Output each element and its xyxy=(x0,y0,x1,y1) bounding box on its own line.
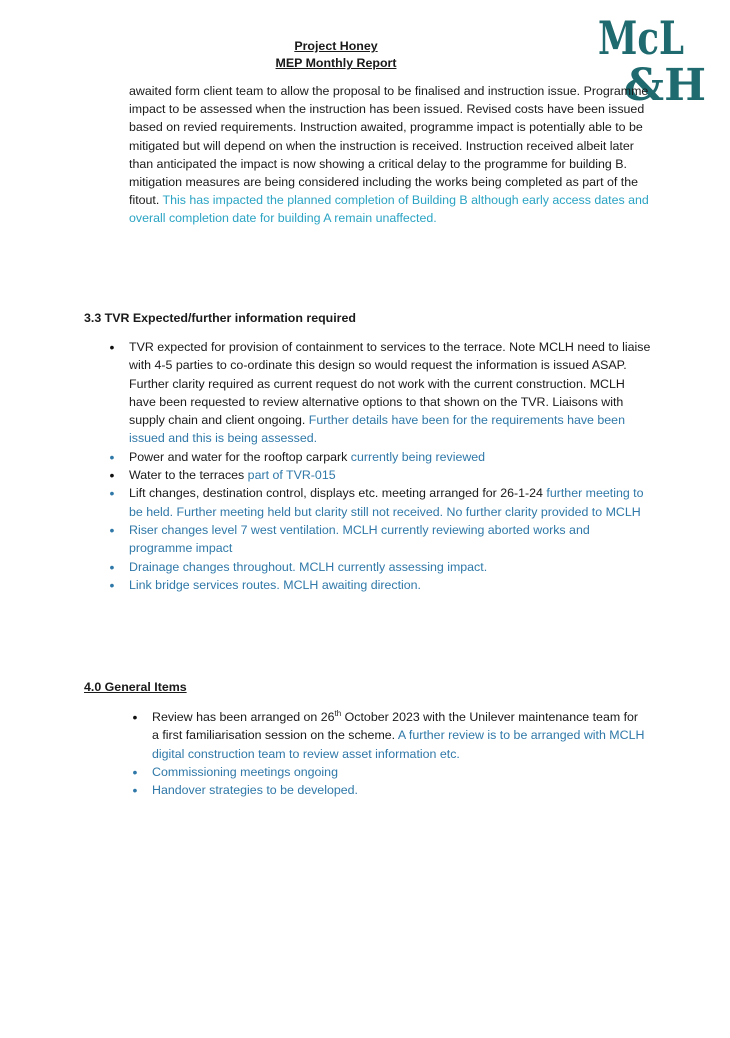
item-update: Drainage changes throughout. MCLH currently assessing impact. xyxy=(129,559,488,574)
intro-paragraph xyxy=(129,82,649,228)
intro-teal-text: This has impacted the planned completion of Building B although early access dates and overall completion date for building A remain unaffected. xyxy=(129,193,649,226)
bullet-icon: • xyxy=(132,763,138,780)
item-update: A further review is to be arranged with MCLH digital construction team to review asset information etc. xyxy=(152,728,645,761)
item-update: currently being reviewed xyxy=(347,449,486,464)
list-item xyxy=(109,558,651,576)
item-text: Power and water for the rooftop carpark xyxy=(129,449,348,464)
bullet-icon: • xyxy=(132,709,138,725)
list-item xyxy=(132,763,648,781)
tvr-list xyxy=(109,338,651,594)
item-text: TVR expected for provision of containment to services to the terrace. Note MCLH need to liaise with 4-5 parties to co-ordinate this design so would request the information is issued ASAP. Further clarity required as current request do not work with the current construction. MCLH have been requested to review alternative options to that shown on the TVR. Liaisons with supply chain and client ongoing. xyxy=(129,340,651,428)
general-items-list xyxy=(132,708,648,799)
section-3-3-heading: 3.3 TVR Expected/further information required xyxy=(84,311,356,325)
list-item xyxy=(109,576,651,594)
item-update: Riser changes level 7 west ventilation. MCLH currently reviewing aborted works and programme impact xyxy=(129,522,590,556)
bullet-icon: • xyxy=(109,576,115,593)
item-update: part of TVR-015 xyxy=(244,468,336,483)
item-text: Lift changes, destination control, displays etc. meeting arranged for 26-1-24 xyxy=(129,486,543,501)
bullet-icon: • xyxy=(109,339,115,355)
item-update: Link bridge services routes. MCLH awaiting direction. xyxy=(129,577,421,592)
bullet-icon: • xyxy=(109,467,115,484)
section-4-0-heading: 4.0 General Items xyxy=(84,680,187,694)
document-header xyxy=(0,38,672,72)
item-update: further meeting to be held. Further meeting held but clarity still not received. No further clarity provided to MCLH xyxy=(129,486,644,519)
report-title: MEP Monthly Report xyxy=(275,56,397,70)
bullet-icon: • xyxy=(109,485,115,502)
bullet-icon: • xyxy=(109,521,115,538)
list-item xyxy=(109,521,651,558)
list-item xyxy=(132,781,648,799)
list-item xyxy=(132,708,648,763)
item-update: Handover strategies to be developed. xyxy=(152,783,358,798)
list-item xyxy=(109,338,651,448)
project-title: Project Honey xyxy=(294,39,378,53)
logo-bottom-text: &H xyxy=(624,60,706,104)
item-update: Commissioning meetings ongoing xyxy=(152,764,338,779)
item-text-pre: Review has been arranged on 26 xyxy=(152,710,335,724)
item-update: Further details have been for the requirements have been issued and this is being assessed. xyxy=(129,413,625,446)
list-item xyxy=(109,448,651,466)
list-item xyxy=(109,466,651,484)
list-item xyxy=(109,484,651,521)
item-text-post: October 2023 with the Unilever maintenance team for a first familiarisation session on the scheme. xyxy=(152,710,639,743)
bullet-icon: • xyxy=(109,448,115,465)
bullet-icon: • xyxy=(132,782,138,799)
ordinal-suffix: th xyxy=(334,709,342,718)
intro-text: awaited form client team to allow the proposal to be finalised and instruction issue. Programme impact to be assessed when the instruction has been issued. Revised costs have been issued based on revied requirements. Instruction awaited, programme impact is potentially able to be mitigated but will depend on when the instruction is received. Instruction received albeit later than anticipated the impact is now showing a critical delay to the programme for building B. mitigation measures are being considered including the works being completed as part of the fitout. xyxy=(129,84,649,208)
logo-top-text: McL xyxy=(598,14,684,65)
item-text: Water to the terraces xyxy=(129,468,245,483)
bullet-icon: • xyxy=(109,558,115,575)
